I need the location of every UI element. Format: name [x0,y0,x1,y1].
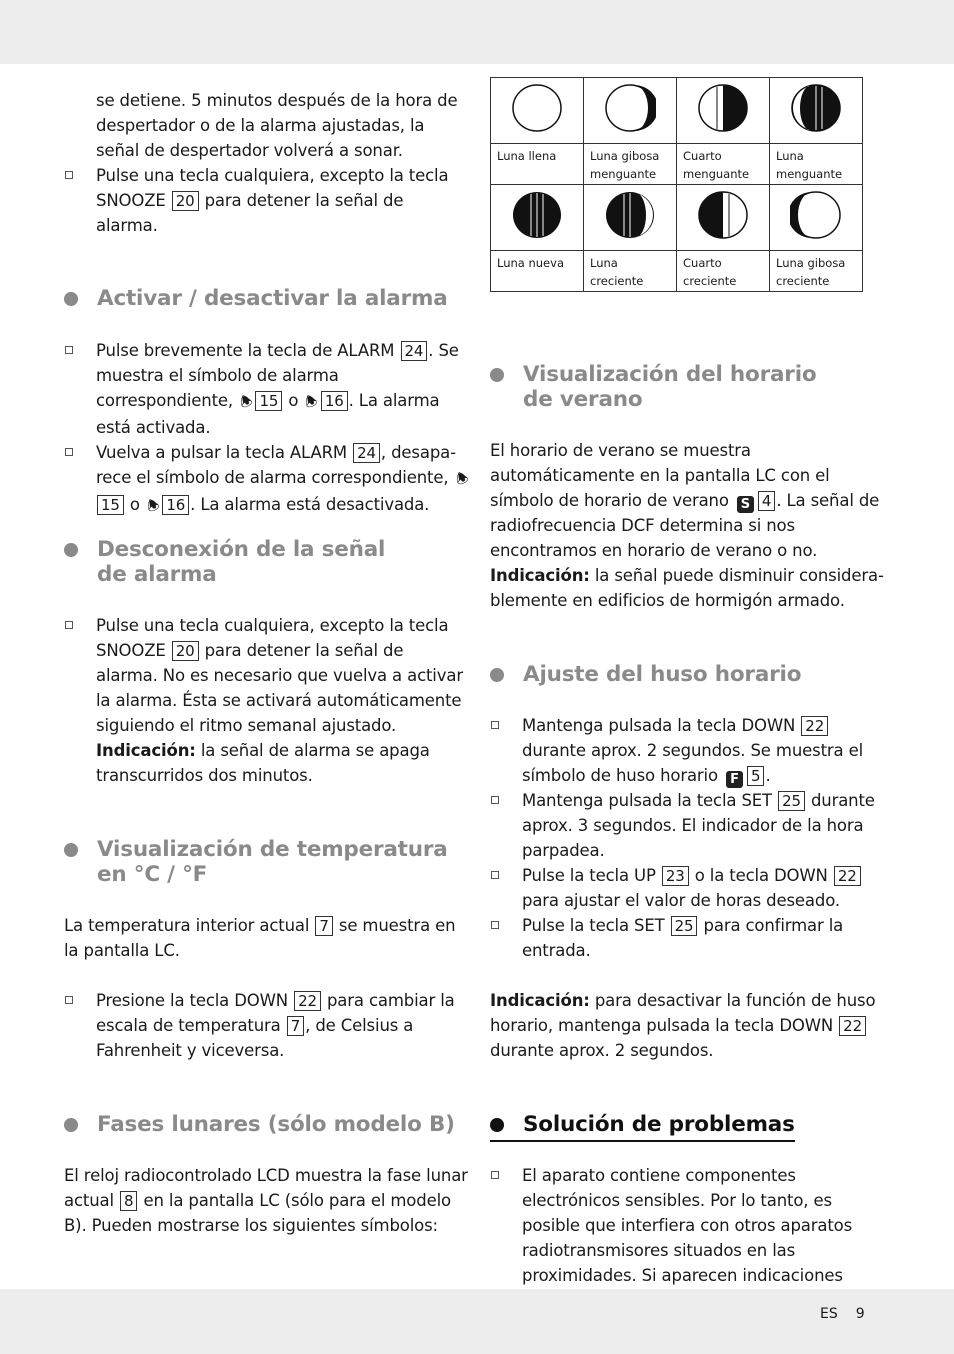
list-item: Pulse una tecla cualquiera, excepto la tecla SNOOZE 20 para detener la señal de alarma. No es necesario que vuelva a activar la alarma. Ésta se activará automáticamente siguiendo el ritmo semanal ajustado. [64,613,470,738]
ref-number: 15 [97,495,124,515]
page-footer [820,1306,910,1322]
left-column [64,88,470,238]
heading-activar-alarma: Activar / desactivar la alarma [64,286,448,311]
alarm-bell-icon: 🕭 [453,469,471,489]
moon-phase-table [490,77,863,292]
note-paragraph: Indicación: la señal de alarma se apaga transcurridos dos minutos. [96,741,430,785]
waxing-gibbous-moon-icon [790,190,842,240]
checkbox-bullet-icon [65,621,73,629]
disconnect-section [64,613,470,788]
heading-solucion-problemas: Solución de problemas [490,1112,795,1142]
ref-number: 7 [315,916,332,936]
alarm-section [64,338,470,519]
note-paragraph: Indicación: para desactivar la función de huso horario, mantenga pulsada la tecla DOWN 22 durante aprox. 2 segundos. [490,991,876,1060]
checkbox-bullet-icon [491,721,499,729]
moon-label: Luna creciente [584,251,677,292]
last-quarter-moon-icon [697,83,749,133]
header-band [0,0,954,64]
new-moon-icon [511,190,563,240]
troubleshooting-section [490,1163,890,1288]
list-item: Mantenga pulsada la tecla SET 25 durante aprox. 3 segundos. El indicador de la hora parpadea. [490,788,890,863]
ref-number: 25 [778,791,805,811]
ref-number: 25 [671,916,698,936]
first-quarter-moon-icon [697,190,749,240]
ref-number: 8 [120,1191,137,1211]
note-paragraph: Indicación: la señal puede disminuir considera-blemente en edificios de hormigón armado. [490,566,884,610]
list-item: Mantenga pulsada la tecla DOWN 22 durante aprox. 2 segundos. Se muestra el símbolo de huso horario F 5 . [490,713,890,788]
moon-label: Luna gibosa creciente [770,251,863,292]
moon-label: Cuarto creciente [677,251,770,292]
timezone-section [490,713,890,1063]
moon-label: Cuarto menguante [677,144,770,185]
ref-number: 23 [662,866,689,886]
list-item: Pulse la tecla UP 23 o la tecla DOWN 22 para ajustar el valor de horas deseado. [490,863,890,913]
moon-section [64,1163,470,1238]
alarm-bell-icon: 🕭 [237,392,255,412]
waning-crescent-moon-icon [790,83,842,133]
ref-number: 7 [287,1016,304,1036]
list-item: Pulse la tecla SET 25 para confirmar la entrada. [490,913,890,963]
intro-paragraph: se detiene. 5 minutos después de la hora de despertador o de la alarma ajustadas, la señal de despertador volverá a sonar. [96,91,458,160]
checkbox-bullet-icon [65,996,73,1004]
list-item: Pulse una tecla cualquiera, excepto la tecla SNOOZE 20 para detener la señal de alarma. [64,163,470,238]
checkbox-bullet-icon [491,1171,499,1179]
dst-symbol-icon: S [737,496,754,513]
list-item: Presione la tecla DOWN 22 para cambiar la escala de temperatura 7 , de Celsius a Fahrenheit y viceversa. [64,988,470,1063]
list-item: El aparato contiene componentes electrónicos sensibles. Por lo tanto, es posible que interfiera con otros aparatos radiotransmisores situados en las proximidades. Si aparecen indicaciones [490,1163,890,1288]
ref-number: 22 [801,716,828,736]
checkbox-bullet-icon [65,171,73,179]
heading-huso-horario: Ajuste del huso horario [490,662,801,687]
checkbox-bullet-icon [491,871,499,879]
heading-fases-lunares: Fases lunares (sólo modelo B) [64,1112,455,1137]
checkbox-bullet-icon [491,796,499,804]
ref-number: 24 [401,341,428,361]
ref-number: 5 [747,766,764,786]
list-item: Vuelva a pulsar la tecla ALARM 24 , desapa-rece el símbolo de alarma correspondiente, 🕭15 o 🕭 16 . La alarma está desactivada. [64,440,470,519]
dst-section [490,438,890,613]
list-item: Pulse brevemente la tecla de ALARM 24 . Se muestra el símbolo de alarma correspondiente, 🕭 15 o 🕭 16 . La alarma está activada. [64,338,470,440]
dst-paragraph: El horario de verano se muestra automáticamente en la pantalla LC con el símbolo de horario de verano S 4 . La señal de radiofrecuencia DCF determina si nos encontramos en horario de verano o no. [490,441,880,560]
ref-number: 4 [758,491,775,511]
ref-number: 20 [172,191,199,211]
ref-number: 15 [255,391,282,411]
waxing-crescent-moon-icon [604,190,656,240]
alarm-bell-icon: 🕭 [144,496,162,516]
moon-label: Luna gibosa menguante [584,144,677,185]
ref-number: 24 [353,443,380,463]
ref-number: 22 [839,1016,866,1036]
alarm-bell-icon: 🕭 [302,392,321,412]
checkbox-bullet-icon [65,346,73,354]
timezone-symbol-icon: F [726,771,743,788]
ref-number: 20 [172,641,199,661]
ref-number: 22 [294,991,321,1011]
page-number: 9 [855,1306,865,1322]
moon-label: Luna menguante [770,144,863,185]
checkbox-bullet-icon [65,448,73,456]
heading-horario-verano: Visualización del horario de verano [490,362,853,412]
heading-desconexion: Desconexión de la señal de alarma [64,537,417,587]
moon-label: Luna nueva [491,251,584,292]
language-code: ES [820,1306,838,1322]
ref-number: 22 [834,866,861,886]
moon-label: Luna llena [491,144,584,185]
ref-number: 16 [321,391,348,411]
footer-band [0,1289,954,1354]
full-moon-icon [511,83,563,133]
moon-paragraph: El reloj radiocontrolado LCD muestra la fase lunar actual 8 en la pantalla LC (sólo para el modelo B). Pueden mostrarse los siguientes símbolos: [64,1166,468,1235]
ref-number: 16 [162,495,189,515]
temperature-paragraph: La temperatura interior actual 7 se muestra en la pantalla LC. [64,916,456,960]
checkbox-bullet-icon [491,921,499,929]
waning-gibbous-moon-icon [604,83,656,133]
temperature-section [64,913,470,1063]
heading-temperatura: Visualización de temperatura en °C / °F [64,837,477,887]
